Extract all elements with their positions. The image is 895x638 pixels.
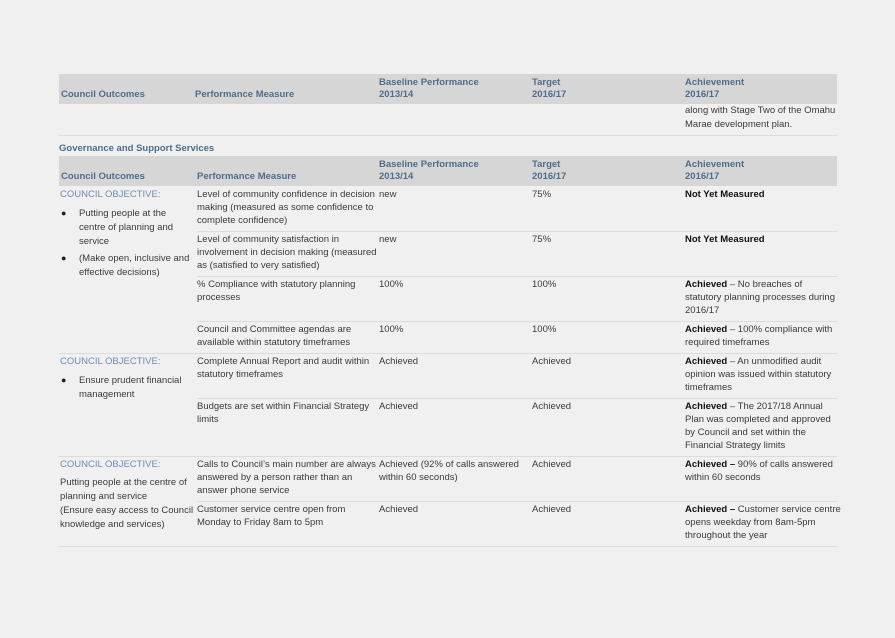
measure-line: available within statutory timeframes [197,337,351,348]
achievement-detail: – 100% compliance with [727,324,833,335]
achievement-line: by Council and set within the [685,427,806,438]
achievement-detail: – The 2017/18 Annual [727,401,823,412]
measure-line: Calls to Council’s main number are always [197,459,376,470]
achievement-value [685,503,841,517]
achievement-status: Not Yet Measured [685,234,765,245]
achievement-value [685,458,833,472]
measure-line: answer phone service [197,485,290,496]
header-baseline: Baseline Performance [379,159,479,170]
objective-bullet-line: (Make open, inclusive and [79,253,190,264]
measure-line: Council and Committee agendas are [197,324,352,335]
baseline-value: 100% [379,279,404,290]
achievement-line: timeframes [685,382,732,393]
baseline-value: Achieved [379,504,419,515]
header-baseline-year: 2013/14 [379,171,414,182]
divider [197,276,837,277]
target-value: Achieved [532,504,572,515]
header-performance-measure: Performance Measure [195,89,295,100]
measure-line: as (satisfied to very satisfied) [197,260,320,271]
baseline-value: 100% [379,324,404,335]
council-objective-label: COUNCIL OBJECTIVE: [60,459,161,470]
achievement-detail: 90% of calls answered [735,459,833,470]
measure-line: making (measured as some confidence to [197,202,374,213]
measure-line: complete confidence) [197,215,288,226]
bullet-icon: ● [61,375,67,385]
achievement-status: Achieved – [685,504,736,515]
measure-line: Level of community satisfaction in [197,234,340,245]
divider [59,135,837,136]
objective-bullet-line: Ensure prudent financial [79,375,182,386]
header-achievement-year: 2016/17 [685,89,720,100]
measure-line: Complete Annual Report and audit within [197,356,370,367]
header-target-year: 2016/17 [532,171,567,182]
objective-line: (Ensure easy access to Council [60,505,194,516]
divider [197,321,837,322]
measure-line: limits [197,414,219,425]
header-council-outcomes: Council Outcomes [61,89,145,100]
table-header-top [59,74,837,104]
achievement-detail: – No breaches of [727,279,803,290]
achievement-value [685,278,802,292]
council-objective-label: COUNCIL OBJECTIVE: [60,189,161,200]
achievement-status: Achieved [685,401,728,412]
achievement-line: Financial Strategy limits [685,440,786,451]
achievement-line: 2016/17 [685,305,720,316]
achievement-line: required timeframes [685,337,770,348]
objective-line: planning and service [60,491,148,502]
measure-line: Level of community confidence in decision [197,189,375,200]
baseline-value: Achieved [379,356,419,367]
header-target: Target [532,77,561,88]
header-performance-measure: Performance Measure [197,171,297,182]
header-achievement-year: 2016/17 [685,171,720,182]
achievement-line: opens weekday from 8am-5pm [685,517,816,528]
header-achievement: Achievement [685,159,745,170]
header-baseline-year: 2013/14 [379,89,414,100]
objective-bullet-line: service [79,236,110,247]
achievement-line: statutory planning processes during [685,292,835,303]
divider [197,398,837,399]
target-value: Achieved [532,459,572,470]
continuation-line-1: along with Stage Two of the Omahu [685,105,836,116]
divider [59,456,837,457]
objective-bullet-line: management [79,389,135,400]
baseline-value: new [379,234,397,245]
measure-line: Monday to Friday 8am to 5pm [197,517,324,528]
header-council-outcomes: Council Outcomes [61,171,145,182]
section-title: Governance and Support Services [59,143,215,154]
divider [59,353,837,354]
measure-line: % Compliance with statutory planning [197,279,356,290]
header-achievement: Achievement [685,77,745,88]
header-target: Target [532,159,561,170]
achievement-line: opinion was issued within statutory [685,369,832,380]
objective-bullet-line: effective decisions) [79,267,160,278]
header-baseline: Baseline Performance [379,77,479,88]
objective-line: knowledge and services) [60,519,165,530]
achievement-status: Achieved [685,279,728,290]
measure-line: Budgets are set within Financial Strategy [197,401,370,412]
target-value: Achieved [532,401,572,412]
header-target-year: 2016/17 [532,89,567,100]
achievement-value [685,323,832,337]
achievement-status: Achieved [685,324,728,335]
measure-line: involvement in decision making (measured [197,247,377,258]
divider [59,546,837,547]
baseline-value: new [379,189,397,200]
measure-line: answered by a person rather than an [197,472,353,483]
achievement-value [685,188,765,202]
achievement-line: within 60 seconds [685,472,761,483]
bullet-icon: ● [61,253,67,263]
target-value: Achieved [532,356,572,367]
target-value: 75% [532,234,552,245]
target-value: 100% [532,279,557,290]
achievement-line: Plan was completed and approved [685,414,831,425]
objective-bullet-line: centre of planning and [79,222,174,233]
council-objective-label: COUNCIL OBJECTIVE: [60,356,161,367]
achievement-status: Not Yet Measured [685,189,765,200]
objective-bullet-line: Putting people at the [79,208,167,219]
table-header-governance [59,156,837,186]
achievement-value [685,233,765,247]
baseline-value: Achieved [379,401,419,412]
target-value: 75% [532,189,552,200]
achievement-status: Achieved – [685,459,736,470]
baseline-value: Achieved (92% of calls answered [379,459,519,470]
measure-line: statutory timeframes [197,369,284,380]
objective-line: Putting people at the centre of [60,477,187,488]
achievement-value [685,400,823,414]
achievement-detail: – An unmodified audit [727,356,822,367]
achievement-value [685,355,821,369]
measure-line: Customer service centre open from [197,504,346,515]
bullet-icon: ● [61,208,67,218]
baseline-value: within 60 seconds) [379,472,458,483]
achievement-detail: Customer service centre [735,504,841,515]
continuation-line-2: Marae development plan. [685,119,793,130]
measure-line: processes [197,292,241,303]
divider [197,231,837,232]
achievement-status: Achieved [685,356,728,367]
divider [197,501,837,502]
target-value: 100% [532,324,557,335]
achievement-line: throughout the year [685,530,768,541]
